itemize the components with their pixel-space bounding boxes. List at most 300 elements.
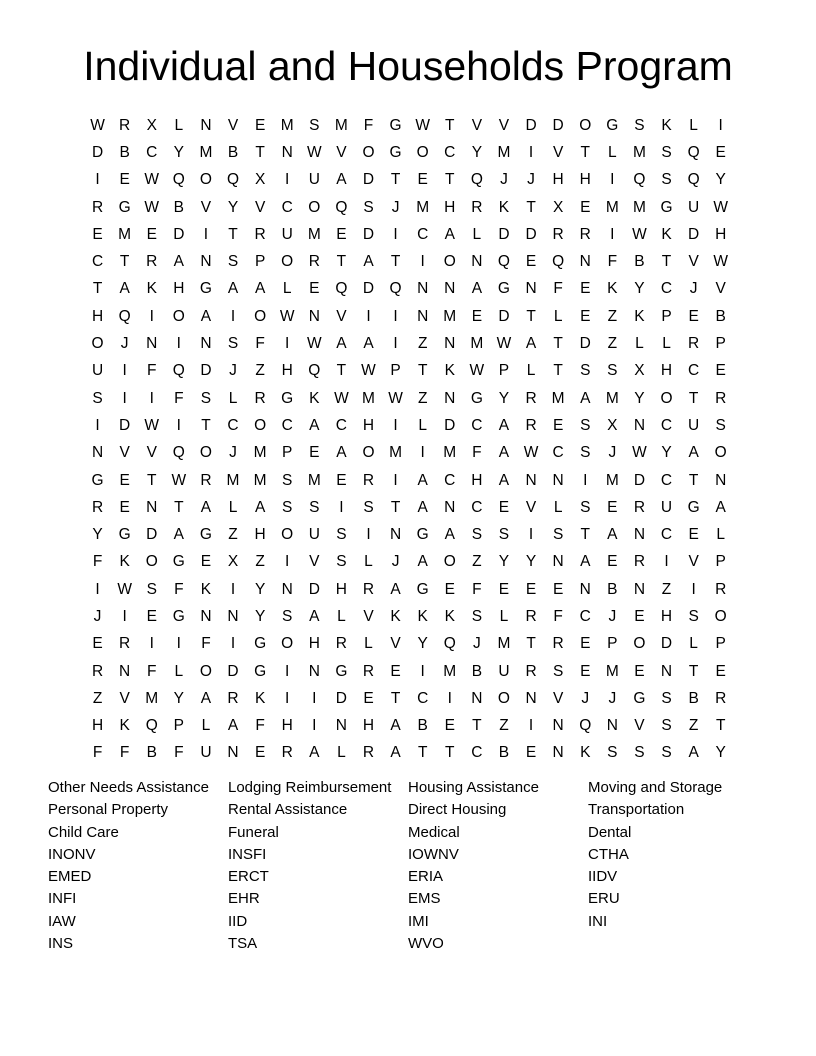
grid-letter: O — [416, 143, 429, 161]
grid-letter: N — [633, 580, 646, 598]
grid-letter: Q — [497, 253, 510, 271]
grid-letter: R — [335, 635, 347, 653]
grid-row — [84, 494, 734, 521]
word-list-item: Rental Assistance — [228, 801, 348, 819]
word-list-item: INI — [588, 912, 608, 930]
grid-letter: A — [309, 416, 320, 434]
grid-letter: I — [393, 471, 398, 489]
grid-letter: B — [119, 143, 130, 161]
grid-letter: A — [227, 717, 239, 735]
grid-row — [84, 440, 734, 467]
grid-letter: I — [528, 717, 534, 735]
grid-letter: V — [688, 553, 699, 571]
grid-letter: U — [498, 662, 510, 680]
grid-letter: U — [281, 225, 293, 243]
grid-letter: W — [388, 389, 403, 407]
grid-letter: H — [254, 526, 266, 544]
grid-letter: I — [203, 225, 209, 243]
grid-letter: B — [498, 744, 510, 762]
grid-letter: N — [552, 553, 564, 571]
grid-letter: F — [92, 553, 103, 571]
grid-letter: I — [312, 717, 317, 735]
grid-letter: S — [200, 389, 212, 407]
grid-letter: U — [688, 416, 700, 434]
grid-letter: I — [122, 607, 127, 625]
word-list-item: INSFI — [228, 845, 267, 863]
grid-letter: S — [227, 253, 239, 271]
grid-letter: T — [147, 471, 157, 489]
grid-letter: M — [307, 471, 321, 489]
grid-letter: R — [688, 335, 700, 353]
grid-letter: L — [418, 416, 427, 434]
grid-letter: E — [119, 171, 130, 189]
grid-letter: U — [308, 171, 320, 189]
grid-letter: E — [309, 280, 320, 298]
grid-letter: H — [715, 225, 727, 243]
grid-letter: N — [91, 444, 104, 462]
grid-letter: A — [200, 307, 212, 325]
grid-letter: N — [389, 526, 402, 544]
grid-letter: I — [366, 526, 371, 544]
grid-letter: I — [664, 553, 669, 571]
grid-letter: A — [200, 689, 212, 707]
grid-letter: R — [362, 580, 375, 598]
grid-letter: V — [634, 717, 645, 735]
grid-letter: Y — [715, 171, 726, 189]
grid-letter: S — [580, 362, 591, 380]
grid-letter: T — [390, 689, 401, 707]
grid-letter: K — [146, 280, 157, 298]
grid-letter: M — [551, 389, 565, 407]
grid-letter: O — [714, 607, 727, 625]
grid-letter: E — [525, 744, 537, 762]
grid-letter: M — [605, 662, 619, 680]
grid-letter: V — [552, 143, 564, 161]
grid-letter: H — [173, 280, 185, 298]
grid-letter: S — [661, 689, 672, 707]
grid-letter: I — [176, 416, 181, 434]
grid-letter: C — [660, 280, 673, 298]
grid-letter: L — [228, 389, 238, 407]
grid-letter: Y — [92, 526, 103, 544]
grid-letter: M — [497, 143, 511, 161]
puzzle-title: Individual and Households Program — [83, 43, 733, 89]
grid-letter: E — [417, 171, 428, 189]
grid-letter: N — [146, 335, 158, 353]
grid-letter: L — [337, 744, 346, 762]
grid-letter: E — [309, 444, 320, 462]
grid-letter: Z — [688, 717, 699, 735]
grid-letter: L — [716, 526, 726, 544]
grid-letter: G — [172, 607, 185, 625]
grid-letter: O — [91, 335, 104, 353]
grid-letter: S — [661, 717, 672, 735]
grid-letter: A — [254, 498, 266, 516]
word-list — [48, 777, 768, 955]
grid-letter: T — [661, 253, 672, 271]
grid-letter: E — [363, 689, 374, 707]
grid-letter: O — [172, 307, 185, 325]
grid-letter: B — [227, 143, 239, 161]
grid-letter: I — [583, 471, 588, 489]
grid-letter: P — [661, 307, 672, 325]
grid-row — [84, 467, 734, 494]
grid-letter: R — [227, 689, 239, 707]
grid-letter: X — [552, 198, 564, 216]
grid-row — [84, 112, 734, 139]
grid-letter: O — [145, 553, 158, 571]
grid-letter: K — [444, 607, 455, 625]
grid-letter: Q — [118, 307, 131, 325]
grid-letter: G — [633, 689, 646, 707]
grid-letter: T — [580, 526, 590, 544]
grid-letter: V — [525, 498, 537, 516]
grid-row — [84, 139, 734, 166]
grid-letter: O — [443, 253, 456, 271]
grid-letter: T — [688, 471, 699, 489]
grid-letter: I — [393, 335, 398, 353]
grid-letter: S — [309, 498, 320, 516]
grid-letter: O — [633, 635, 646, 653]
grid-letter: F — [472, 444, 482, 462]
grid-letter: N — [200, 116, 212, 134]
grid-row — [84, 221, 734, 248]
grid-letter: W — [90, 116, 105, 134]
grid-row — [84, 248, 734, 275]
grid-letter: T — [553, 335, 563, 353]
grid-letter: K — [580, 744, 591, 762]
grid-letter: A — [417, 498, 428, 516]
word-list-item: IMI — [408, 912, 429, 930]
grid-letter: Q — [687, 171, 700, 189]
grid-letter: W — [306, 335, 322, 353]
grid-letter: B — [634, 253, 645, 271]
grid-letter: Y — [525, 553, 537, 571]
grid-letter: R — [146, 253, 158, 271]
grid-letter: X — [607, 416, 618, 434]
word-list-item: INS — [48, 935, 74, 953]
grid-letter: L — [499, 607, 509, 625]
grid-letter: Q — [335, 198, 348, 216]
grid-letter: N — [471, 689, 483, 707]
grid-letter: O — [362, 444, 375, 462]
grid-letter: E — [525, 580, 537, 598]
grid-letter: Y — [498, 553, 510, 571]
grid-letter: T — [390, 253, 401, 271]
grid-letter: W — [171, 471, 187, 489]
grid-letter: M — [280, 116, 294, 134]
grid-letter: Q — [552, 253, 565, 271]
grid-letter: D — [362, 171, 375, 189]
grid-letter: L — [472, 225, 482, 243]
grid-letter: I — [230, 580, 236, 598]
grid-letter: R — [362, 744, 375, 762]
grid-letter: O — [199, 662, 212, 680]
grid-letter: T — [715, 717, 726, 735]
grid-letter: G — [660, 198, 673, 216]
grid-letter: I — [176, 335, 181, 353]
grid-letter: I — [312, 689, 317, 707]
grid-letter: S — [580, 416, 591, 434]
grid-letter: C — [281, 416, 293, 434]
grid-letter: U — [660, 498, 673, 516]
grid-letter: A — [498, 471, 510, 489]
grid-letter: W — [144, 171, 160, 189]
word-list-item: IID — [228, 912, 248, 930]
grid-letter: C — [552, 444, 564, 462]
grid-letter: S — [498, 526, 510, 544]
word-list-item: EMS — [408, 890, 441, 908]
grid-letter: D — [444, 416, 456, 434]
grid-letter: X — [254, 171, 266, 189]
grid-letter: Y — [173, 689, 184, 707]
grid-letter: X — [146, 116, 157, 134]
grid-letter: N — [525, 471, 537, 489]
grid-letter: E — [254, 116, 266, 134]
grid-letter: N — [308, 307, 320, 325]
grid-letter: X — [634, 362, 645, 380]
grid-letter: N — [552, 744, 564, 762]
grid-letter: L — [282, 280, 292, 298]
grid-letter: I — [230, 307, 236, 325]
grid-letter: Q — [687, 143, 700, 161]
grid-letter: Z — [607, 335, 618, 353]
grid-letter: S — [580, 444, 591, 462]
grid-letter: I — [95, 171, 100, 189]
letter-grid — [84, 112, 734, 767]
grid-letter: I — [149, 307, 154, 325]
grid-letter: N — [579, 253, 591, 271]
grid-letter: Q — [389, 280, 402, 298]
grid-letter: G — [335, 662, 348, 680]
grid-letter: S — [471, 607, 483, 625]
grid-letter: C — [91, 253, 104, 271]
grid-letter: N — [552, 717, 564, 735]
grid-letter: N — [633, 416, 646, 434]
grid-letter: M — [443, 444, 457, 462]
grid-row — [84, 549, 734, 576]
word-list-item: ERCT — [228, 868, 269, 886]
grid-letter: F — [553, 280, 563, 298]
grid-letter: I — [122, 362, 127, 380]
grid-letter: W — [144, 198, 160, 216]
grid-letter: D — [498, 307, 510, 325]
grid-letter: Z — [417, 389, 428, 407]
grid-letter: S — [336, 553, 347, 571]
grid-letter: S — [336, 526, 347, 544]
grid-letter: Y — [254, 607, 266, 625]
grid-letter: J — [608, 689, 617, 707]
grid-letter: E — [146, 607, 157, 625]
grid-letter: L — [689, 635, 698, 653]
grid-letter: T — [92, 280, 103, 298]
grid-letter: M — [307, 225, 321, 243]
grid-letter: E — [715, 662, 726, 680]
grid-letter: N — [417, 307, 429, 325]
grid-letter: P — [173, 717, 184, 735]
grid-letter: A — [688, 744, 699, 762]
grid-letter: G — [254, 662, 267, 680]
grid-letter: W — [713, 198, 729, 216]
grid-letter: C — [281, 198, 293, 216]
grid-letter: T — [255, 143, 265, 161]
grid-letter: Q — [443, 635, 456, 653]
grid-letter: I — [149, 389, 154, 407]
grid-letter: M — [334, 116, 348, 134]
grid-letter: N — [200, 253, 212, 271]
grid-letter: U — [308, 526, 320, 544]
grid-letter: D — [660, 635, 673, 653]
grid-letter: F — [255, 335, 265, 353]
grid-letter: A — [254, 280, 266, 298]
grid-letter: Y — [634, 280, 645, 298]
grid-letter: G — [416, 580, 429, 598]
grid-letter: N — [471, 253, 483, 271]
word-list-item: Lodging Reimbursement — [228, 779, 392, 796]
grid-letter: N — [444, 498, 456, 516]
grid-row — [84, 576, 734, 603]
grid-letter: T — [201, 416, 211, 434]
grid-row — [84, 658, 734, 685]
grid-letter: S — [282, 607, 293, 625]
grid-letter: H — [660, 607, 673, 625]
grid-letter: L — [662, 335, 671, 353]
grid-letter: N — [715, 471, 727, 489]
grid-letter: C — [471, 744, 483, 762]
grid-letter: F — [607, 253, 618, 271]
grid-letter: A — [363, 335, 374, 353]
grid-letter: N — [335, 717, 347, 735]
grid-letter: R — [119, 116, 131, 134]
grid-letter: R — [362, 662, 375, 680]
grid-letter: S — [309, 116, 320, 134]
grid-letter: J — [391, 553, 400, 571]
grid-letter: Y — [417, 635, 428, 653]
grid-letter: R — [91, 662, 104, 680]
grid-letter: R — [525, 416, 537, 434]
grid-letter: C — [660, 471, 673, 489]
grid-letter: Z — [661, 580, 672, 598]
grid-row — [84, 631, 734, 658]
grid-letter: E — [498, 498, 510, 516]
grid-letter: B — [146, 744, 157, 762]
grid-letter: I — [285, 689, 290, 707]
grid-letter: S — [363, 498, 374, 516]
grid-letter: C — [417, 689, 429, 707]
grid-row — [84, 358, 734, 385]
grid-letter: H — [471, 471, 483, 489]
grid-letter: S — [363, 198, 374, 216]
grid-letter: H — [552, 171, 564, 189]
grid-letter: J — [689, 280, 698, 298]
grid-letter: Y — [634, 389, 645, 407]
grid-letter: R — [633, 553, 646, 571]
grid-letter: K — [119, 717, 130, 735]
grid-letter: G — [118, 526, 131, 544]
grid-letter: H — [660, 362, 673, 380]
grid-letter: F — [363, 116, 374, 134]
grid-letter: C — [579, 607, 591, 625]
grid-letter: G — [172, 553, 185, 571]
grid-letter: A — [417, 553, 428, 571]
grid-letter: E — [688, 307, 699, 325]
grid-letter: M — [145, 689, 159, 707]
grid-letter: E — [715, 362, 726, 380]
grid-letter: I — [149, 635, 154, 653]
grid-letter: G — [416, 526, 429, 544]
grid-letter: S — [607, 362, 618, 380]
grid-letter: E — [336, 225, 347, 243]
grid-letter: Q — [226, 171, 240, 189]
grid-letter: Y — [661, 444, 672, 462]
grid-letter: F — [147, 362, 157, 380]
grid-letter: Y — [254, 580, 266, 598]
grid-letter: C — [471, 416, 483, 434]
grid-letter: C — [335, 416, 347, 434]
grid-letter: Q — [172, 362, 185, 380]
grid-letter: M — [416, 198, 430, 216]
grid-letter: E — [200, 553, 212, 571]
grid-letter: A — [363, 253, 374, 271]
word-list-item: ERU — [588, 890, 620, 908]
grid-letter: W — [144, 416, 160, 434]
grid-letter: N — [227, 607, 239, 625]
grid-letter: Q — [172, 444, 185, 462]
grid-letter: N — [525, 689, 537, 707]
grid-letter: J — [527, 171, 535, 189]
grid-letter: E — [498, 580, 510, 598]
grid-letter: G — [91, 471, 104, 489]
grid-letter: J — [500, 171, 508, 189]
grid-letter: Z — [228, 526, 238, 544]
grid-letter: I — [420, 253, 425, 271]
grid-letter: V — [309, 553, 320, 571]
grid-letter: J — [472, 635, 481, 653]
grid-letter: G — [199, 526, 212, 544]
grid-letter: T — [688, 662, 699, 680]
grid-letter: E — [146, 225, 157, 243]
grid-letter: I — [122, 389, 127, 407]
grid-letter: A — [309, 744, 320, 762]
grid-letter: D — [173, 225, 185, 243]
grid-letter: I — [95, 416, 100, 434]
grid-letter: H — [281, 362, 293, 380]
grid-row — [84, 740, 734, 767]
grid-letter: P — [254, 253, 266, 271]
grid-letter: S — [282, 471, 293, 489]
grid-letter: T — [390, 498, 401, 516]
grid-letter: O — [362, 143, 375, 161]
word-list-item: INONV — [48, 845, 96, 863]
grid-letter: E — [580, 307, 591, 325]
grid-row — [84, 603, 734, 630]
word-list-item: IIDV — [588, 868, 618, 886]
grid-letter: W — [415, 116, 430, 134]
grid-letter: R — [715, 389, 727, 407]
grid-letter: F — [174, 389, 184, 407]
grid-letter: N — [200, 335, 212, 353]
grid-letter: Z — [417, 335, 428, 353]
grid-letter: R — [633, 498, 646, 516]
grid-letter: C — [660, 416, 673, 434]
word-list-item: Personal Property — [48, 801, 169, 819]
grid-letter: Z — [255, 362, 265, 380]
grid-letter: J — [391, 198, 400, 216]
word-list-item: Child Care — [48, 823, 119, 841]
grid-letter: E — [552, 416, 564, 434]
grid-letter: O — [199, 171, 212, 189]
grid-letter: L — [526, 362, 536, 380]
